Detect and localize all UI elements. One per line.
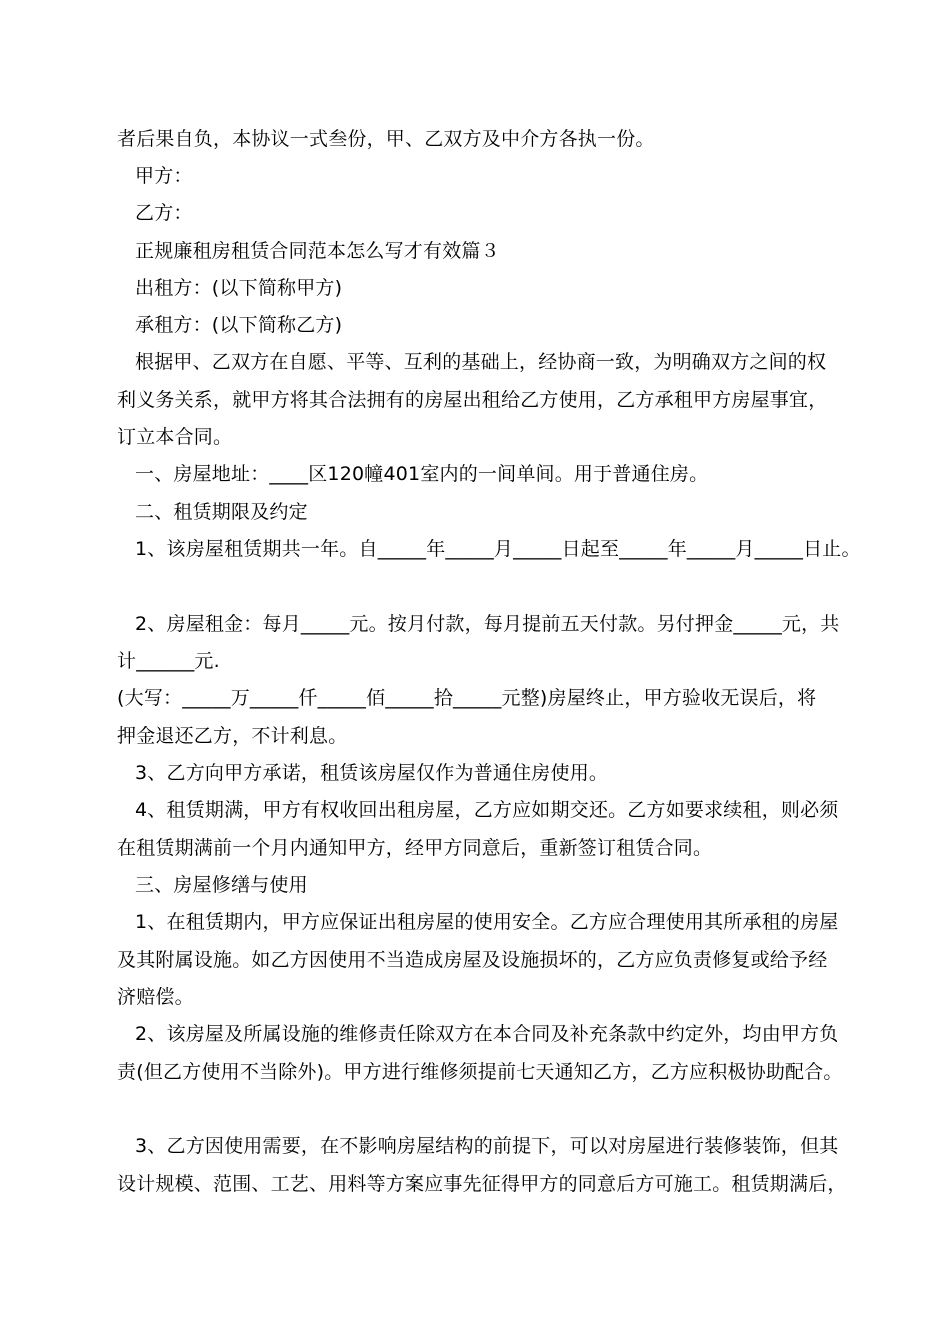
text-line: (大写：_____万_____仟_____佰_____拾_____元整)房屋终止，甲方验收无误后，将 bbox=[117, 687, 817, 709]
party-a-label: 甲方： bbox=[135, 165, 193, 187]
text-line: 3、乙方向甲方承诺，租赁该房屋仅作为普通住房使用。 bbox=[135, 762, 609, 784]
text-line: 2、房屋租金：每月_____元。按月付款，每月提前五天付款。另付押金_____元，共 bbox=[135, 613, 840, 635]
text-line: 3、乙方因使用需要，在不影响房屋结构的前提下，可以对房屋进行装修装饰，但其 bbox=[135, 1135, 839, 1157]
text-line: 设计规模、范围、工艺、用料等方案应事先征得甲方的同意后方可施工。租赁期满后， bbox=[117, 1173, 847, 1195]
lessor-line: 出租方：(以下简称甲方) bbox=[135, 277, 343, 299]
text-line: 2、该房屋及所属设施的维修责任除双方在本合同及补充条款中约定外，均由甲方负 bbox=[135, 1023, 839, 1045]
text-line: 责(但乙方使用不当除外)。甲方进行维修须提前七天通知乙方，乙方应积极协助配合。 bbox=[117, 1061, 843, 1083]
text-line: 在租赁期满前一个月内通知甲方，经甲方同意后，重新签订租赁合同。 bbox=[117, 837, 713, 859]
text-line: 1、在租赁期内，甲方应保证出租房屋的使用安全。乙方应合理使用其所承租的房屋 bbox=[135, 911, 839, 933]
lessee-line: 承租方：(以下简称乙方) bbox=[135, 314, 343, 336]
text-line: 计______元. bbox=[117, 650, 220, 672]
clause-heading: 二、租赁期限及约定 bbox=[135, 501, 308, 523]
text-line: 济赔偿。 bbox=[117, 986, 194, 1008]
text-line: 及其附属设施。如乙方因使用不当造成房屋及设施损坏的，乙方应负责修复或给予经 bbox=[117, 949, 828, 971]
text-line: 1、该房屋租赁期共一年。自_____年_____月_____日起至_____年_____月_____日止。 bbox=[135, 538, 861, 560]
clause-heading: 三、房屋修缮与使用 bbox=[135, 874, 308, 896]
clause-heading: 一、房屋地址：____区120幢401室内的一间单间。用于普通住房。 bbox=[135, 463, 709, 485]
text-line: 押金退还乙方，不计利息。 bbox=[117, 725, 348, 747]
text-line: 者后果自负，本协议一式叁份，甲、乙双方及中介方各执一份。 bbox=[117, 128, 655, 150]
text-line: 4、租赁期满，甲方有权收回出租房屋，乙方应如期交还。乙方如要求续租，则必须 bbox=[135, 799, 839, 821]
text-line: 根据甲、乙双方在自愿、平等、互利的基础上，经协商一致，为明确双方之间的权 bbox=[135, 351, 827, 373]
section-heading: 正规廉租房租赁合同范本怎么写才有效篇３ bbox=[135, 240, 500, 262]
text-line: 订立本合同。 bbox=[117, 426, 233, 448]
text-line: 利义务关系，就甲方将其合法拥有的房屋出租给乙方使用，乙方承租甲方房屋事宜， bbox=[117, 389, 828, 411]
party-b-label: 乙方： bbox=[135, 202, 193, 224]
